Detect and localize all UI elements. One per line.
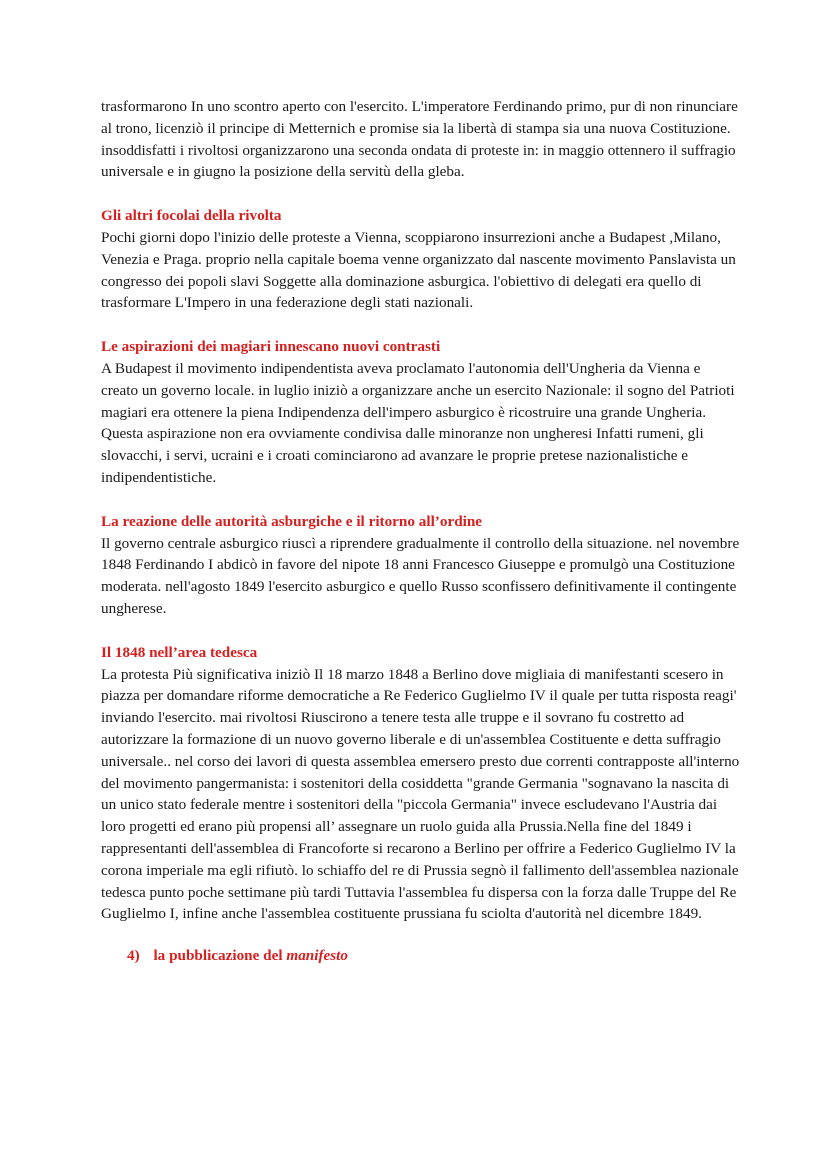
section-heading: La reazione delle autorità asburgiche e il ritorno all’ordine [101, 512, 483, 530]
heading-emphasis: manifesto [286, 947, 348, 965]
section-german-area [101, 642, 741, 925]
section-other-revolts [101, 205, 741, 314]
section-paragraph: Il governo centrale asburgico riuscì a riprendere gradualmente il controllo della situazione. nel novembre 1848 Ferdinando I abdicò in favore del nipote 18 anni Francesco Giuseppe e promulgò una Costituzione moderata. nell'agosto 1849 l'esercito asburgico e quello Russo sconfissero definitivamente il contingente ungherese. [101, 534, 740, 617]
section-magyar-aspirations [101, 336, 741, 489]
document-page [101, 96, 741, 967]
intro-paragraph: trasformarono In uno scontro aperto con l'esercito. L'imperatore Ferdinando primo, pur di non rinunciare al trono, licenziò il principe di Metternich e promise sia la libertà di stampa sia una nuova Costituzione. insoddisfatti i rivoltosi organizzarono una seconda ondata di proteste in: in maggio ottennero il suffragio universale e in giugno la posizione della servitù della gleba. [101, 98, 738, 181]
heading-number: 4) [127, 947, 140, 965]
section-heading: Il 1848 nell’area tedesca [101, 643, 258, 661]
numbered-heading-manifesto [127, 945, 741, 967]
section-heading: Gli altri focolai della rivolta [101, 207, 282, 225]
section-paragraph: La protesta Più significativa iniziò Il 18 marzo 1848 a Berlino dove migliaia di manifestanti scesero in piazza per domandare riforme democratiche a Re Federico Guglielmo IV il quale per tutta risposta reagi' inviando l'esercito. mai rivoltosi Riuscirono a tenere testa alle truppe e il sovrano fu costretto ad autorizzare la formazione di un nuovo governo liberale e di un'assemblea Costituente e detta suffragio universale.. nel corso dei lavori di questa assemblea emersero presto due correnti contrapposte all'interno del movimento pangermanista: i sostenitori della cosiddetta "grande Germania "sognavano la nascita di un unico stato federale mentre i sostenitori della "piccola Germania" invece escludevano l'Austria dai loro progetti ed erano più propensi all’ assegnare un ruolo guida alla Prussia.Nella fine del 1849 i rappresentanti dell'assemblea di Francoforte si recarono a Berlino per offrire a Federico Guglielmo IV la corona imperiale ma egli rifiutò. lo schiaffo del re di Prussia segnò il fallimento dell'assemblea nazionale tedesca punto poche settimane più tardi Tuttavia l'assemblea fu dispersa con la forza dalle Truppe del Re Guglielmo I, infine anche l'assemblea costituente prussiana fu sciolta d'autorità nel dicembre 1849. [101, 665, 740, 923]
heading-text: la pubblicazione del [153, 947, 283, 965]
section-paragraph: Pochi giorni dopo l'inizio delle proteste a Vienna, scoppiarono insurrezioni anche a Budapest ,Milano, Venezia e Praga. proprio nella capitale boema venne organizzato dal nascente movimento Panslavista un congresso dei popoli slavi Soggette alla dominazione asburgica. l'obiettivo di delegati era quello di trasformare L'Impero in una federazione degli stati nazionali. [101, 228, 736, 312]
section-paragraph: A Budapest il movimento indipendentista aveva proclamato l'autonomia dell'Ungheria da Vienna e creato un governo locale. in luglio iniziò a organizzare anche un esercito Nazionale: il sogno del Patrioti magiari era ottenere la piena Indipendenza dell'impero asburgico è ricostruire una grande Ungheria. Questa aspirazione non era ovviamente condivisa dalle minoranze non ungheresi Infatti rumeni, gli slovacchi, i servi, ucraini e i croati cominciarono ad avanzare le proprie pretese nazionalistiche e indipendentistiche. [101, 359, 735, 486]
section-habsburg-reaction [101, 511, 741, 620]
section-heading: Le aspirazioni dei magiari innescano nuovi contrasti [101, 338, 441, 356]
